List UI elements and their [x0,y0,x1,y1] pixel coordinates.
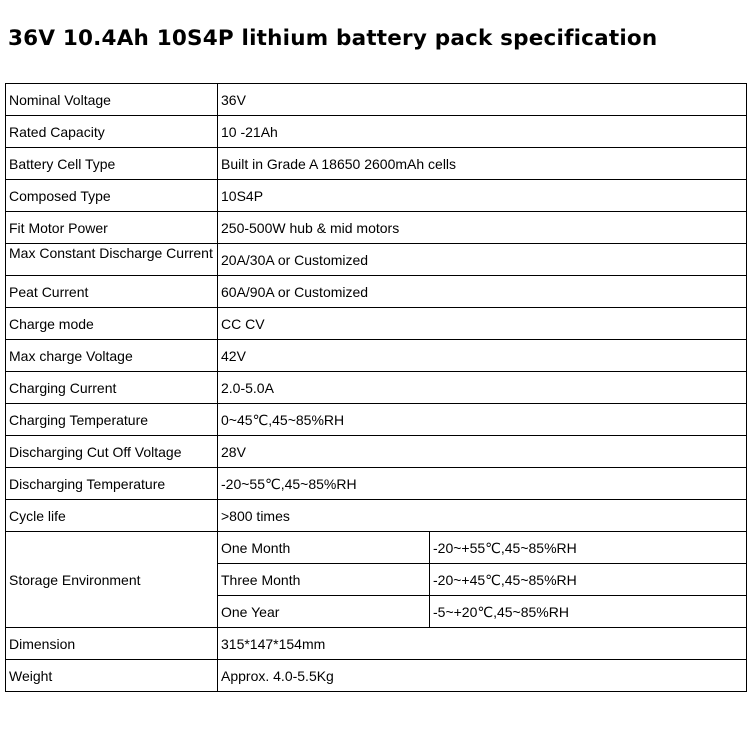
spec-value: CC CV [218,308,747,340]
spec-value: 42V [218,340,747,372]
spec-row-weight [6,660,747,692]
spec-label: Discharging Temperature [6,468,218,500]
storage-period: One Month [218,532,430,564]
spec-label: Composed Type [6,180,218,212]
spec-row-rated-capacity [6,116,747,148]
spec-label: Max Constant Discharge Current [6,244,218,276]
spec-value: >800 times [218,500,747,532]
spec-value: 60A/90A or Customized [218,276,747,308]
spec-row-nominal-voltage [6,84,747,116]
storage-environment-label: Storage Environment [6,532,218,628]
spec-label: Weight [6,660,218,692]
spec-value: -20~55℃,45~85%RH [218,468,747,500]
spec-label: Fit Motor Power [6,212,218,244]
spec-value: 0~45℃,45~85%RH [218,404,747,436]
spec-row-discharging-cut-off-voltage [6,436,747,468]
spec-value: 315*147*154mm [218,628,747,660]
spec-row-fit-motor-power [6,212,747,244]
page-title: 36V 10.4Ah 10S4P lithium battery pack specification [8,26,658,51]
spec-label: Dimension [6,628,218,660]
spec-row-charging-temperature [6,404,747,436]
spec-value: 10 -21Ah [218,116,747,148]
spec-row-dimension [6,628,747,660]
storage-period: Three Month [218,564,430,596]
spec-label: Nominal Voltage [6,84,218,116]
spec-label: Discharging Cut Off Voltage [6,436,218,468]
spec-value: Built in Grade A 18650 2600mAh cells [218,148,747,180]
spec-value: 10S4P [218,180,747,212]
spec-row-composed-type [6,180,747,212]
spec-row-discharging-temperature [6,468,747,500]
spec-label: Charging Temperature [6,404,218,436]
storage-value: -20~+55℃,45~85%RH [430,532,747,564]
spec-table [5,83,747,692]
spec-label: Charge mode [6,308,218,340]
spec-label: Charging Current [6,372,218,404]
spec-label: Cycle life [6,500,218,532]
spec-row-peat-current [6,276,747,308]
spec-label: Max charge Voltage [6,340,218,372]
spec-row-max-constant-discharge-current [6,244,747,276]
spec-value: 2.0-5.0A [218,372,747,404]
spec-value: Approx. 4.0-5.5Kg [218,660,747,692]
spec-value: 250-500W hub & mid motors [218,212,747,244]
spec-label: Battery Cell Type [6,148,218,180]
storage-period: One Year [218,596,430,628]
spec-value: 36V [218,84,747,116]
storage-value: -20~+45℃,45~85%RH [430,564,747,596]
spec-label: Rated Capacity [6,116,218,148]
storage-value: -5~+20℃,45~85%RH [430,596,747,628]
spec-row-storage-one-month [6,532,747,564]
spec-row-charge-mode [6,308,747,340]
spec-value: 20A/30A or Customized [218,244,747,276]
spec-value: 28V [218,436,747,468]
spec-row-battery-cell-type [6,148,747,180]
spec-row-charging-current [6,372,747,404]
spec-label: Peat Current [6,276,218,308]
spec-row-max-charge-voltage [6,340,747,372]
spec-row-cycle-life [6,500,747,532]
